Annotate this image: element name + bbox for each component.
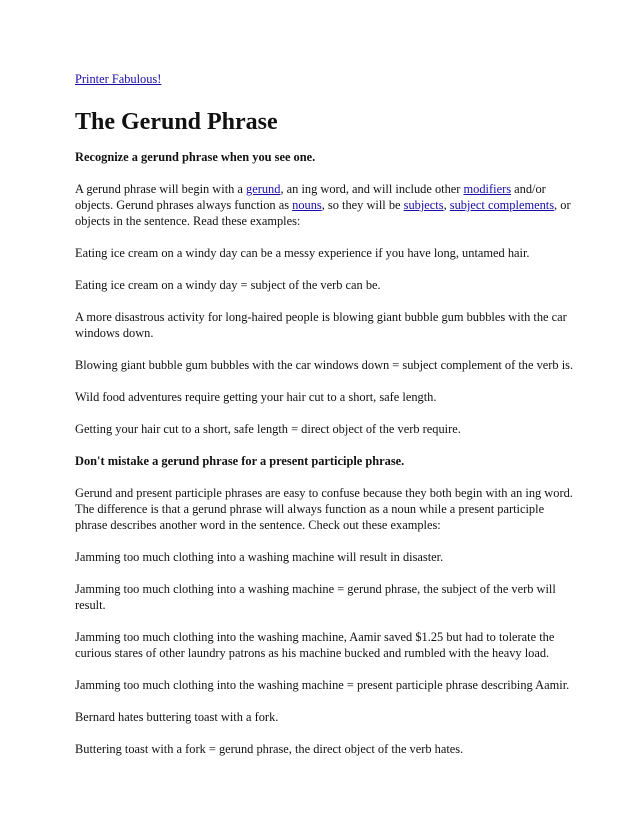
intro-text-1: A gerund phrase will begin with a xyxy=(75,182,247,196)
subject-complements-link[interactable]: subject complements xyxy=(449,198,555,212)
intro-paragraph xyxy=(75,181,575,229)
example-paragraph: Jamming too much clothing into a washing machine will result in disaster. xyxy=(75,550,444,564)
section-heading-recognize: Recognize a gerund phrase when you see one. xyxy=(75,150,316,164)
intro-text-3: and/or objects. Gerund phrases always function as xyxy=(75,182,546,212)
example-paragraph: Blowing giant bubble gum bubbles with the car windows down = subject complement of the verb is. xyxy=(75,358,574,372)
example-paragraph: Eating ice cream on a windy day can be a messy experience if you have long, untamed hair. xyxy=(75,246,530,260)
intro-text-2: , an ing word, and will include other xyxy=(280,182,464,196)
example-paragraph: Jamming too much clothing into the washing machine = present participle phrase describing Aamir. xyxy=(75,678,570,692)
document-page xyxy=(75,71,575,773)
example-paragraph: Wild food adventures require getting your hair cut to a short, safe length. xyxy=(75,390,437,404)
page-title: The Gerund Phrase xyxy=(75,109,278,135)
example-paragraph: Jamming too much clothing into a washing machine = gerund phrase, the subject of the verb will result. xyxy=(75,582,556,612)
example-paragraph: Buttering toast with a fork = gerund phrase, the direct object of the verb hates. xyxy=(75,742,464,756)
intro-text-5: , xyxy=(443,198,450,212)
intro-text-4: , so they will be xyxy=(321,198,404,212)
gerund-link[interactable]: gerund xyxy=(246,182,281,196)
example-paragraph: Bernard hates buttering toast with a fork. xyxy=(75,710,279,724)
example-paragraph: Jamming too much clothing into the washing machine, Aamir saved $1.25 but had to tolerate the curious stares of other laundry patrons as his machine bucked and rumbled with the heavy load. xyxy=(75,630,555,660)
example-paragraph: Getting your hair cut to a short, safe length = direct object of the verb require. xyxy=(75,422,461,436)
intro-text-6: , or objects in the sentence. Read these examples: xyxy=(75,198,571,228)
participle-intro-paragraph: Gerund and present participle phrases are easy to confuse because they both begin with an ing word. The difference is that a gerund phrase will always function as a noun while a present participle phrase describes another word in the sentence. Check out these examples: xyxy=(75,486,573,532)
nouns-link[interactable]: nouns xyxy=(292,198,322,212)
subjects-link[interactable]: subjects xyxy=(403,198,444,212)
printer-fabulous-link[interactable]: Printer Fabulous! xyxy=(75,72,162,86)
modifiers-link[interactable]: modifiers xyxy=(463,182,512,196)
section-heading-dont-mistake: Don't mistake a gerund phrase for a present participle phrase. xyxy=(75,454,405,468)
example-paragraph: Eating ice cream on a windy day = subject of the verb can be. xyxy=(75,278,381,292)
example-paragraph: A more disastrous activity for long-haired people is blowing giant bubble gum bubbles with the car windows down. xyxy=(75,310,567,340)
